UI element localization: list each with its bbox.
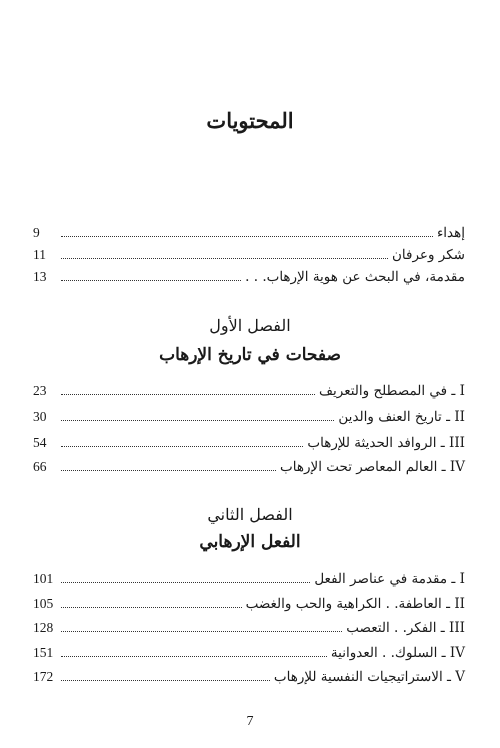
toc-entry[interactable] bbox=[33, 456, 465, 476]
chapter-2-subtitle: الفعل الإرهابي bbox=[199, 532, 301, 552]
dot-leader bbox=[61, 679, 270, 681]
dot-leader bbox=[61, 419, 334, 421]
toc-entry-page: 13 bbox=[33, 269, 47, 284]
dot-leader bbox=[61, 235, 433, 237]
toc-entry[interactable] bbox=[33, 244, 465, 264]
toc-entry[interactable] bbox=[33, 406, 465, 426]
chapter-1-title: الفصل الأول bbox=[209, 316, 291, 335]
chapter-2-title: الفصل الثاني bbox=[207, 505, 293, 524]
toc-entry-page: 9 bbox=[33, 225, 40, 240]
toc-entry-page: 54 bbox=[33, 435, 47, 450]
toc-entry[interactable] bbox=[33, 266, 465, 286]
toc-entry-page: 30 bbox=[33, 409, 47, 424]
toc-entry-page: 66 bbox=[33, 459, 47, 474]
dot-leader bbox=[61, 445, 303, 447]
toc-entry-page: 105 bbox=[33, 596, 54, 611]
dot-leader bbox=[61, 655, 327, 657]
toc-entry-label: I ـ في المصطلح والتعريف bbox=[319, 383, 465, 399]
toc-entry-label: II ـ العاطفة. . الكراهية والحب والغضب bbox=[245, 596, 465, 612]
toc-entry-label: III ـ الفكر. . التعصب bbox=[346, 620, 465, 636]
toc-entry[interactable] bbox=[33, 617, 465, 637]
dot-leader bbox=[61, 606, 242, 608]
toc-entry[interactable] bbox=[33, 222, 465, 242]
dot-leader bbox=[61, 279, 241, 281]
toc-entry[interactable] bbox=[33, 432, 465, 452]
toc-entry-label: إهداء bbox=[436, 225, 465, 241]
toc-entry[interactable] bbox=[33, 380, 465, 400]
dot-leader bbox=[61, 630, 342, 632]
page-number: 7 bbox=[246, 714, 254, 729]
toc-entry-label: شكر وعرفان bbox=[391, 247, 465, 263]
toc-entry-label: II ـ تاريخ العنف والدين bbox=[338, 409, 465, 425]
toc-entry-label: IV ـ العالم المعاصر تحت الإرهاب bbox=[280, 459, 465, 475]
toc-entry-label: III ـ الروافد الحديثة للإرهاب bbox=[307, 435, 465, 451]
toc-entry-page: 101 bbox=[33, 571, 54, 586]
toc-entry-label: IV ـ السلوك. . العدوانية bbox=[330, 645, 465, 661]
toc-entry-page: 151 bbox=[33, 645, 54, 660]
dot-leader bbox=[61, 469, 276, 471]
toc-entry[interactable] bbox=[33, 666, 465, 686]
page-title: المحتويات bbox=[206, 108, 294, 133]
toc-entry-page: 128 bbox=[33, 620, 54, 635]
toc-entry[interactable] bbox=[33, 568, 465, 588]
toc-entry-label: مقدمة، في البحث عن هوية الإرهاب. . . bbox=[245, 269, 465, 285]
toc-entry-page: 11 bbox=[33, 247, 46, 262]
toc-entry-page: 172 bbox=[33, 669, 54, 684]
toc-entry-label: V ـ الاستراتيجيات النفسية للإرهاب bbox=[273, 669, 465, 685]
dot-leader bbox=[61, 257, 388, 259]
toc-entry[interactable] bbox=[33, 642, 465, 662]
chapter-1-subtitle: صفحات في تاريخ الإرهاب bbox=[159, 345, 341, 365]
toc-entry-label: I ـ مقدمة في عناصر الفعل bbox=[314, 571, 465, 587]
toc-entry-page: 23 bbox=[33, 383, 47, 398]
dot-leader bbox=[61, 581, 310, 583]
toc-entry[interactable] bbox=[33, 593, 465, 613]
dot-leader bbox=[61, 393, 315, 395]
